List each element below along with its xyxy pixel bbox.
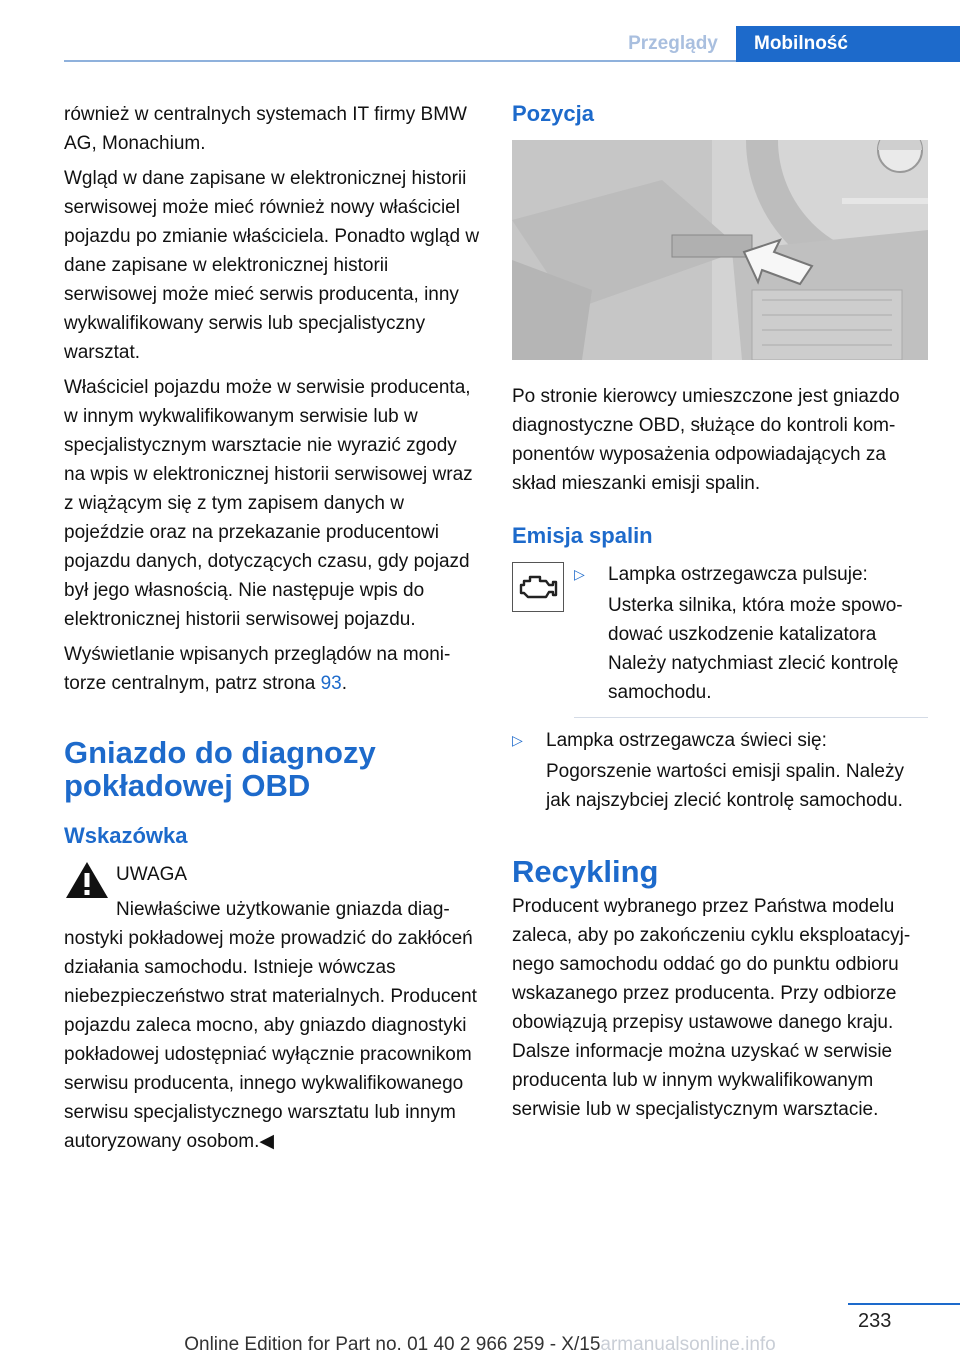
page-number: 233 [858, 1310, 892, 1332]
paragraph-text: Wyświetlanie wpisanych przeglądów na monitorze centralnym, patrz strona [64, 644, 451, 694]
list-item-desc: Pogorszenie wartości emisji spalin. Należy jak najszybciej zlecić kontrolę samochodu. [546, 761, 904, 811]
list-item-desc: Usterka silnika, która może spowodować uszkodzenie katalizatora Należy natychmiast zlecić kontrolę samochodu. [608, 595, 903, 703]
watermark: armanualsonline.info [600, 1334, 776, 1355]
list-item-title: Lampka ostrzegawcza świeci się: [546, 730, 827, 751]
triangle-bullet-icon: ▷ [574, 566, 585, 582]
footer-rule [848, 1303, 960, 1305]
engine-check-icon [518, 573, 558, 601]
warning-text-first-line: Niewłaściwe użytkowanie gniazda diag- [116, 899, 450, 920]
list-item [512, 726, 928, 825]
paragraph: również w centralnych systemach IT firmy BMW AG, Monachium. [64, 104, 467, 154]
obd-port-location-photo [512, 140, 928, 360]
warning-title: UWAGA [116, 864, 188, 885]
subsection-title-position: Pozycja [512, 101, 594, 126]
left-column [64, 100, 480, 1162]
emission-warning-block [512, 560, 928, 726]
warning-block [64, 860, 480, 924]
position-text: Po stronie kierowcy umieszczone jest gniazdo diagnostyczne OBD, służące do kontroli komponentów wyposażenia odpowiadających za skład mieszanki emisji spalin. [512, 386, 900, 494]
edition-text: Online Edition for Part no. 01 40 2 966 259 - X/15 [184, 1334, 601, 1355]
tab-mobility[interactable]: Mobilność [736, 26, 960, 62]
recycling-text: Producent wybranego przez Państwa modelu zaleca, aby po zakończeniu cyklu eksploatacyjnego samochodu oddać go do punktu odbioru wskazanego przez producenta. Przy odbiorze obowiązują przepisy ustawowe danego kraju. Dalsze informacje można uzyskać w serwisie producenta lub w innym wykwalifikowanym serwisie lub w specjalistycznym warsztacie. [512, 896, 911, 1120]
paragraph: Właściciel pojazdu może w serwisie producenta, w innym wykwalifikowanym serwisie lub w specjalistycznym warsztacie nie wyrazić zgody na wpis w elektronicznej historii serwisowej wraz z wiążącym się z tym zapisem danych w pojeździe oraz na przekazanie producentowi pojazdu danych, dotyczących czasu, gdy pojazd był jego własnością. Nie następuje wpis do elektronicznej historii serwisowej pojazdu. [64, 377, 473, 630]
paragraph: Wgląd w dane zapisane w elektronicznej historii serwisowej może mieć również nowy właściciel pojazdu po zmianie właściciela. Ponadto wgląd w dane zapisane w elektronicznej historii serwisowej może mieć serwis producenta, inny wykwalifikowany serwis lub specjalistyczny warsztat. [64, 168, 480, 363]
subsection-title-note: Wskazówka [64, 823, 188, 848]
right-column [512, 100, 928, 1130]
tab-reviews[interactable]: Przeglądy [628, 33, 718, 54]
list-item-title: Lampka ostrzegawcza pulsuje: [608, 564, 868, 585]
footer-edition [0, 1334, 960, 1356]
triangle-bullet-icon: ▷ [512, 732, 523, 748]
paragraph-end: . [341, 673, 348, 694]
page-link[interactable]: 93 [320, 673, 342, 694]
warning-triangle-icon [64, 860, 110, 900]
warning-text: nostyki pokładowej może prowadzić do zakłóceń działania samochodu. Istnieje wówczas niebezpieczeństwo strat materialnych. Producent pojazdu zaleca mocno, aby gniazdo diagnostyki pokładowej udostępniać wyłącznie pracownikom serwisu producenta, innego wykwalifikowanego serwisu specjalistycznego warsztatu lub innym autoryzowany osobom.◀ [64, 928, 477, 1152]
subsection-title-emission: Emisja spalin [512, 523, 653, 548]
section-title-obd: Gniazdo do diagnozy pokładowej OBD [64, 735, 376, 803]
paragraph [64, 640, 480, 698]
section-title-recycling: Recykling [512, 854, 659, 889]
list-item [574, 560, 928, 718]
engine-check-lamp [512, 562, 564, 612]
